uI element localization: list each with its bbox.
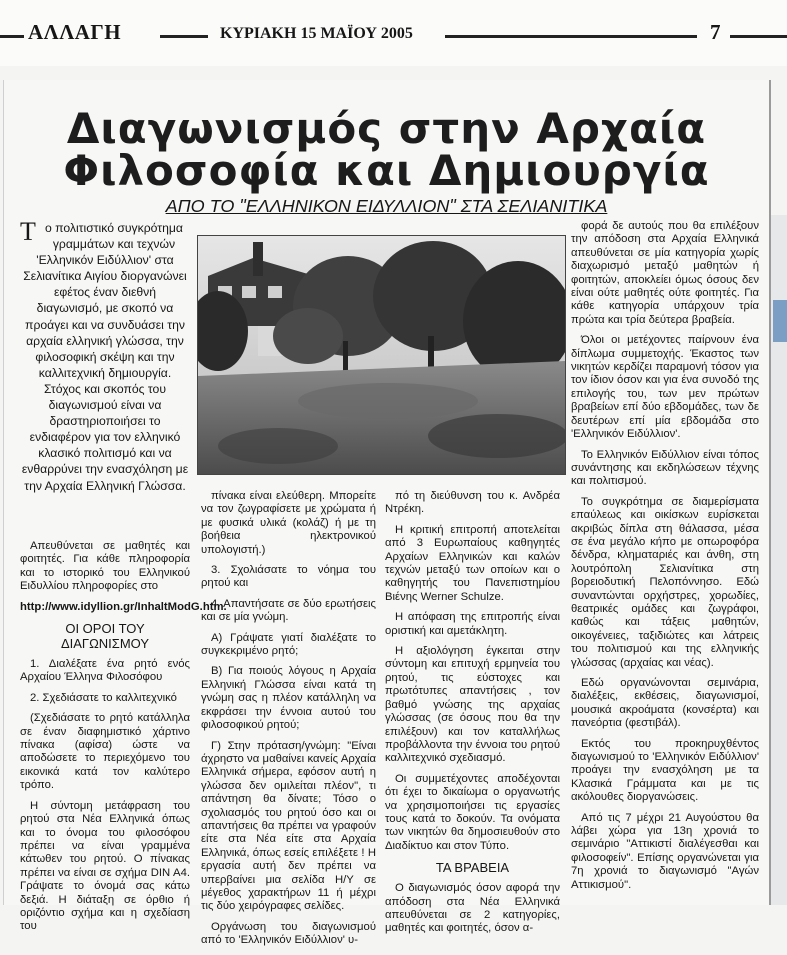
col4-paragraph: Το Ελληνικόν Ειδύλλιον είναι τόπος συνάντησης και εκδηλώσεων τέχνης και πολιτισμού. <box>571 448 759 488</box>
col2-paragraph: Α) Γράψατε γιατί διαλέξατε το συγκεκριμένο ρητό; <box>201 631 376 658</box>
column-1 <box>20 540 227 941</box>
masthead-rule <box>0 35 24 38</box>
col2-paragraph: Οργάνωση του διαγωνισμού από το 'Ελληνικόν Ειδύλλιον' υ- <box>201 920 376 947</box>
issue-date: ΚΥΡΙΑΚΗ 15 ΜΑΪΟΥ 2005 <box>220 25 413 42</box>
col4-paragraph: φορά δε αυτούς που θα επιλέξουν την απόδοση στα Αρχαία Ελληνικά απευθύνεται σε μία κατηγορία χωρίς διαχωρισμό μεταξύ μαθητών ή φοιτητών, αποκλείει όμως όσους δεν είναι ούτε μαθητές ούτε φοιτητές. Για κάθε κατηγορία υπάρχουν τρία πρώτα και τρία δεύτερα βραβεία. <box>571 220 759 326</box>
col4-paragraph: Εδώ οργανώνονται σεμινάρια, διαλέξεις, εκθέσεις, διαγωνισμοί, μουσικά ακροάματα (κονσέρτα) και πανεόρτια (φεστιβάλ). <box>571 677 759 730</box>
masthead <box>0 0 787 66</box>
website-url: http://www.idyllion.gr/InhaltModG.htm. <box>20 600 227 613</box>
column-2 <box>201 490 376 955</box>
col3-paragraph: Η κριτική επιτροπή αποτελείται από 3 Ευρωπαίους καθηγητές Αρχαίων Ελληνικών και καλών τεχνών μεταξύ των οποίων και ο καθηγητής του Πανεπιστημίου Βιένης Werner Schulze. <box>385 523 560 603</box>
col3-paragraph: πό τη διεύθυνση του κ. Ανδρέα Ντρέκη. <box>385 490 560 516</box>
section-heading-prizes: ΤΑ ΒΡΑΒΕΙΑ <box>435 860 510 876</box>
col3-paragraph: Η απόφαση της επιτροπής είναι οριστική και αμετάκλητη. <box>385 611 560 637</box>
masthead-rule <box>160 35 208 38</box>
col2-paragraph: 4. Απαντήσατε σε δύο ερωτήσεις και σε μία γνώμη. <box>201 597 376 624</box>
col4-paragraph: Εκτός του προκηρυχθέντος διαγωνισμού το 'Ελληνικόν Ειδύλλιον' προάγει την ενασχόληση με τα Κλασικά Γράμματα και με τις ακόλουθες διοργανώσεις. <box>571 737 759 804</box>
col2-paragraph: πίνακα είναι ελεύθερη. Μπορείτε να τον ζωγραφίσετε με χρώματα ή με φυσικά υλικά (κολάζ) ή με τη βοήθεια ηλεκτρονικού υπολογιστή.) <box>201 490 376 556</box>
col3-paragraph: Οι συμμετέχοντες αποδέχονται ότι έχει το δικαίωμα ο οργανωτής να χρησιμοποιήσει τις εργασίες τους κατά το δοκούν. Τα ονόματα των νικητών θα δημοσιευθούν στο Διαδίκτυο και στον Τύπο. <box>385 772 560 852</box>
headline-line-1: Διαγωνισμός στην Αρχαία <box>66 104 707 153</box>
col3-paragraph: Η αξιολόγηση έγκειται στην σύντομη και επιτυχή ερμηνεία του ρητού, τις εύστοχες και πρωτότυπες απαντήσεις , τον βαθμό γνώσης της αρχαίας γλώσσας (σε όσους που θα την επιλέξουν) και τον καταλλήλως προβάλλοντα την έννοια του ρητού καλλιτεχνικό σχεδιασμό. <box>385 645 560 765</box>
col2-paragraph: Γ) Στην πρόταση/γνώμη: "Είναι άχρηστο να μαθαίνει κανείς Αρχαία Ελληνικά σήμερα, εφόσον αυτή η γλώσσα δεν ομιλείται πλέον", τι απάντηση θα δίνατε; Τόσο ο σχολιασμός του ρητού όσο και οι απαντήσεις θα πρέπει να γραφούν είτε στα Νέα είτε στα Αρχαία Ελληνικά, όπως εσείς επιλέξετε ! Η εργασία αυτή δεν πρέπει να υπερβαίνει μια σελίδα Η/Υ σε μέγεθος χαρακτήρων 11 ή μέχρι τις δύο χειρόγραφες σελίδες. <box>201 739 376 913</box>
headline-line-2: Φιλοσοφία και Δημιουργία <box>63 146 710 195</box>
subheadline: ΑΠΟ ΤΟ "ΕΛΛΗΝΙΚΟΝ ΕΙΔΥΛΛΙΟΝ" ΣΤΑ ΣΕΛΙΑΝΙΤΙΚΑ <box>165 196 608 216</box>
col1-paragraph: 2. Σχεδιάσατε το καλλιτεχνικό <box>30 691 177 704</box>
column-4 <box>571 220 759 899</box>
col4-paragraph: Το συγκρότημα σε διαμερίσματα επαύλεως και οικίσκων ευρίσκεται ακριβώς δίπλα στη θάλασσα, μέσα σε ένα μεγάλο κήπο με οπωροφόρα δένδρα, κληματαριές και άνθη, στη λουτρόπολη Σελιανίτικα στη βορειοδυτική Πελοπόννησο. Εδώ συναντώνται ορχήστρες, χορωδίες, θεατρικές ομάδες και ζωγράφοι, καθώς και τάξεις μαθητών, οικογένειες, ταξιδιώτες και λάτρεις του πολιτισμού και της ελληνικής γλώσσας (αρχαίας και νέας). <box>571 495 759 669</box>
adjacent-color-bar <box>773 300 787 342</box>
col4-paragraph: Από τις 7 μέχρι 21 Αυγούστου θα λάβει χώρα για 13η χρονιά το σεμινάριο "Αττικιστί διαλέγεσθαι και φιλοσοφείν". Επίσης οργανώνεται για 7η χρονιά το διαγωνισμό "Αγών Αττικισμού". <box>571 811 759 891</box>
column-3 <box>385 490 560 943</box>
col4-paragraph: Όλοι οι μετέχοντες παίρνουν ένα δίπλωμα συμμετοχής. Έκαστος των νικητών κερδίζει παραμονή τόσον για τον ίδιον όσον και για ένα συνοδό της επιλογής του, των μεν πρώτων βραβείων επί δύο εβδομάδες, των δε δευτέρων επί μία εβδομάδα στο 'Ελληνικόν Ειδύλλιον'. <box>571 334 759 441</box>
drop-cap: Τ <box>20 217 36 246</box>
villa-garden-photo <box>197 235 566 475</box>
adjacent-clipping <box>770 215 787 905</box>
page-number: 7 <box>710 20 721 44</box>
col3-paragraph: Ο διαγωνισμός όσον αφορά την απόδοση στα Νέα Ελληνικά απευθύνεται σε 2 κατηγορίες, μαθητές και φοιτητές, όσον α- <box>385 882 560 935</box>
newspaper-name: ΑΛΛΑΓΗ <box>28 20 122 44</box>
col1-paragraph: (Σχεδιάσατε το ρητό κατάλληλα σε έναν διαφημιστικό χάρτινο πίνακα (αφίσα) ώστε να αποδώσετε το περιεχόμενο του εικονικά κατά τον καλύτερο τρόπο. <box>20 712 190 792</box>
masthead-rule <box>445 35 697 38</box>
lead-text: ο πολιτιστικό συγκρότημα γραμμάτων και τεχνών 'Ελληνικόν Ειδύλλιον' στα Σελιανίτικα Αιγίου διοργανώνει εφέτος έναν διεθνή διαγωνισμό, με σκοπό να προάγει και να συνδυάσει την αρχαία ελληνική γλώσσα, την φιλοσοφική σκέψη και την καλλιτεχνική δημιουργία. Στόχος και σκοπός του διαγωνισμού είναι να δραστηριοποιήσει το ενδιαφέρον για τον ελληνικό κλασικό πολιτισμό και να ενθαρρύνει την ενασχόληση με την Αρχαία Ελληνική Γλώσσα. <box>21 221 189 493</box>
col2-paragraph: 3. Σχολιάσατε το νόημα του ρητού και <box>201 564 376 590</box>
col1-paragraph: Η σύντομη μετάφραση του ρητού στα Νέα Ελληνικά όπως και το όνομα του φιλοσόφου πρέπει να είναι γραμμένα κάτωθεν του ρητού. Ο πίνακας πρέπει να είναι σε σχήμα DIN A4. Γράψατε το όνομά σας κάτω δεξιά. Η διάταξη σε όρθιο ή οριζόντιο σχήμα και η σχεδίαση του <box>20 799 190 933</box>
col1-paragraph: Απευθύνεται σε μαθητές και φοιτητές. Για κάθε πληροφορία και το ιστορικό του Ελληνικού Ειδυλλίου πληροφορίες στο <box>20 540 190 593</box>
lead-paragraph <box>20 217 190 494</box>
masthead-rule <box>730 35 787 38</box>
photo-illustration <box>198 236 565 474</box>
article-clipping <box>3 80 771 947</box>
col1-paragraph: 1. Διαλέξατε ένα ρητό ενός Αρχαίου Έλληνα Φιλοσόφου <box>20 658 190 684</box>
section-heading-rules: ΟΙ ΟΡΟΙ ΤΟΥ ΔΙΑΓΩΝΙΣΜΟΥ <box>60 621 150 652</box>
col2-paragraph: Β) Για ποιούς λόγους η Αρχαία Ελληνική Γλώσσα είναι κατά τη γνώμη σας η πλέον κατάλληλη να εκφράσει την έννοια αυτού του φιλοσοφικού ρητού; <box>201 665 376 732</box>
